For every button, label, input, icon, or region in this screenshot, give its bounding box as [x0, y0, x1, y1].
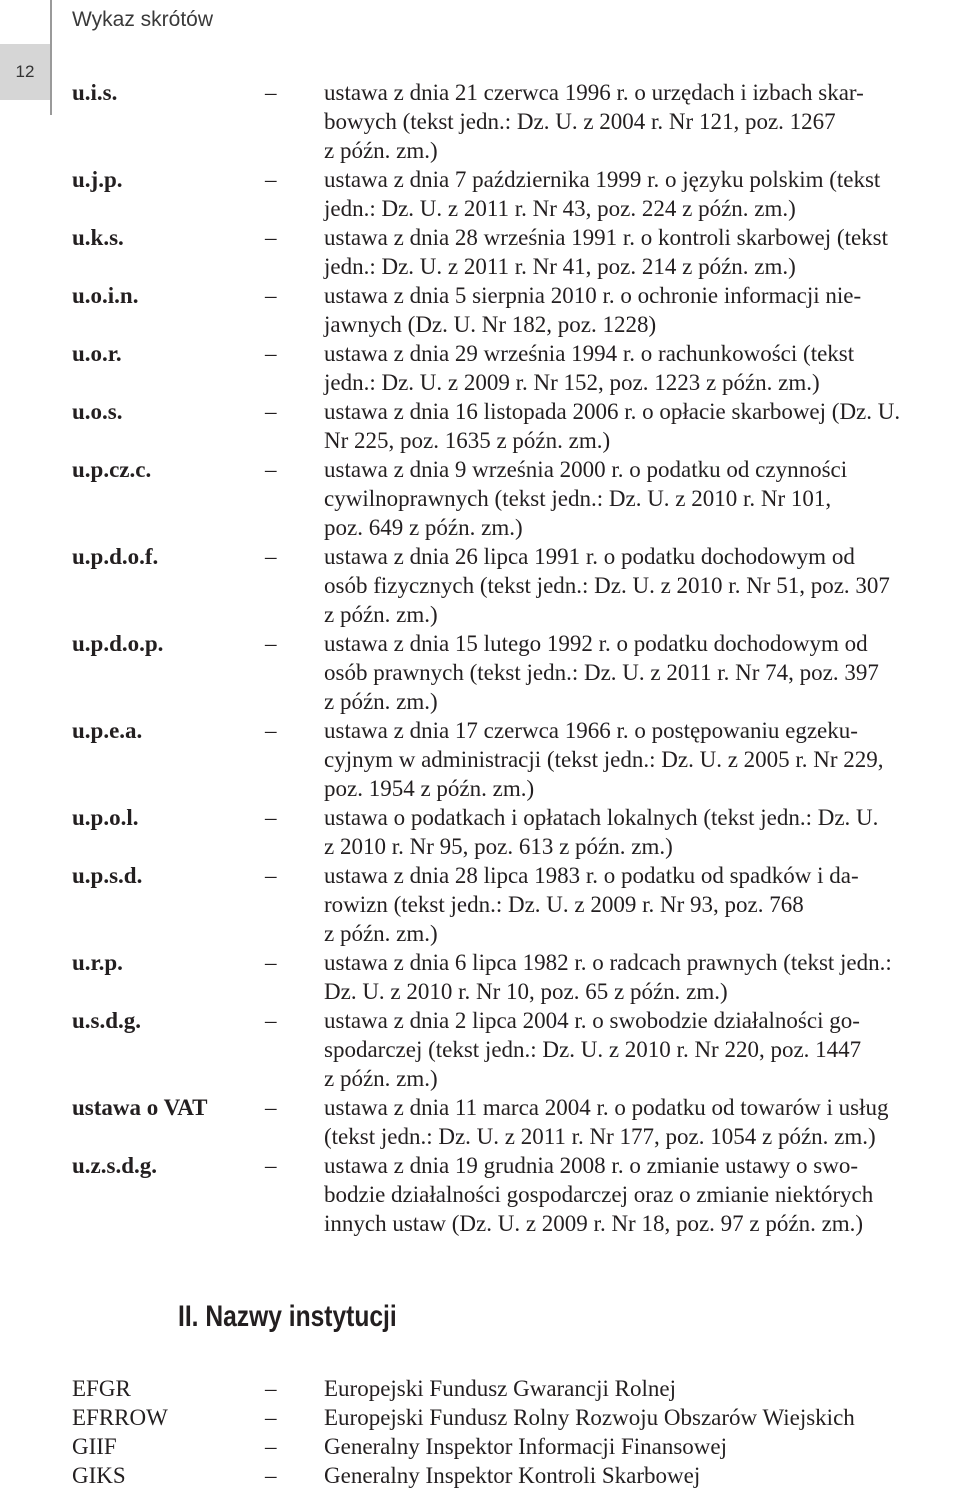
abbreviation-entry [72, 1006, 960, 1093]
abbreviation-term: u.z.s.d.g. [72, 1153, 157, 1178]
definition-line: z późn. zm.) [324, 138, 438, 163]
abbreviation-term: u.p.s.d. [72, 863, 143, 888]
definition-line: osób prawnych (tekst jedn.: Dz. U. z 2011 r. Nr 74, poz. 397 [324, 660, 879, 685]
dash-separator: – [265, 1008, 277, 1033]
abbreviation-term: u.o.r. [72, 341, 122, 366]
abbreviation-term: u.p.o.l. [72, 805, 139, 830]
abbreviation-term: u.k.s. [72, 225, 124, 250]
dash-separator: – [265, 631, 277, 656]
definition-line: z późn. zm.) [324, 602, 438, 627]
dash-separator: – [265, 1153, 277, 1178]
section-heading: II. Nazwy instytucji [178, 1300, 397, 1333]
abbreviation-term: u.p.d.o.p. [72, 631, 164, 656]
definition-line: ustawa z dnia 7 października 1999 r. o języku polskim (tekst [324, 167, 881, 192]
abbreviation-term: u.p.e.a. [72, 718, 143, 743]
institution-entry [72, 1432, 960, 1461]
abbreviation-definition [324, 1374, 956, 1403]
dash-separator: – [265, 1463, 277, 1488]
abbreviation-definition [324, 455, 956, 542]
dash-separator: – [265, 718, 277, 743]
definition-line: poz. 649 z późn. zm.) [324, 515, 523, 540]
dash-separator: – [265, 544, 277, 569]
dash-separator: – [265, 457, 277, 482]
abbreviation-definition [324, 861, 956, 948]
dash-separator: – [265, 1095, 277, 1120]
dash-separator: – [265, 1405, 277, 1430]
abbreviation-definition [324, 803, 956, 861]
abbreviation-entry [72, 1151, 960, 1238]
abbreviation-entry [72, 948, 960, 1006]
abbreviation-term: u.j.p. [72, 167, 123, 192]
abbreviation-list [72, 78, 960, 1238]
definition-line: ustawa o podatkach i opłatach lokalnych (tekst jedn.: Dz. U. [324, 805, 879, 830]
definition-line: ustawa z dnia 9 września 2000 r. o podatku od czynności [324, 457, 848, 482]
abbreviation-definition [324, 78, 956, 165]
abbreviation-entry [72, 629, 960, 716]
abbreviation-term: u.i.s. [72, 80, 118, 105]
abbreviation-entry [72, 1093, 960, 1151]
abbreviation-term: u.o.s. [72, 399, 123, 424]
definition-line: z późn. zm.) [324, 689, 438, 714]
dash-separator: – [265, 863, 277, 888]
abbreviation-definition [324, 542, 956, 629]
abbreviation-definition [324, 1093, 956, 1151]
definition-line: z późn. zm.) [324, 1066, 438, 1091]
institution-entry [72, 1403, 960, 1432]
dash-separator: – [265, 1434, 277, 1459]
definition-line: jedn.: Dz. U. z 2011 r. Nr 41, poz. 214 z późn. zm.) [324, 254, 796, 279]
dash-separator: – [265, 341, 277, 366]
abbreviation-term: u.r.p. [72, 950, 123, 975]
abbreviation-entry [72, 542, 960, 629]
abbreviation-definition [324, 223, 956, 281]
definition-line: innych ustaw (Dz. U. z 2009 r. Nr 18, poz. 97 z późn. zm.) [324, 1211, 864, 1236]
abbreviation-definition [324, 1151, 956, 1238]
definition-line: Dz. U. z 2010 r. Nr 10, poz. 65 z późn. zm.) [324, 979, 728, 1004]
dash-separator: – [265, 167, 277, 192]
definition-line: bowych (tekst jedn.: Dz. U. z 2004 r. Nr 121, poz. 1267 [324, 109, 836, 134]
definition-line: Generalny Inspektor Informacji Finansowej [324, 1434, 728, 1459]
abbreviation-definition [324, 1403, 956, 1432]
abbreviation-entry [72, 861, 960, 948]
institution-entry [72, 1374, 960, 1403]
abbreviation-definition [324, 1006, 956, 1093]
margin-rule [50, 0, 52, 115]
definition-line: ustawa z dnia 17 czerwca 1966 r. o postępowaniu egzeku- [324, 718, 858, 743]
definition-line: Generalny Inspektor Kontroli Skarbowej [324, 1463, 701, 1488]
definition-line: ustawa z dnia 28 września 1991 r. o kontroli skarbowej (tekst [324, 225, 889, 250]
definition-line: ustawa z dnia 19 grudnia 2008 r. o zmianie ustawy o swo- [324, 1153, 858, 1178]
definition-line: Nr 225, poz. 1635 z późn. zm.) [324, 428, 611, 453]
abbreviation-term: u.s.d.g. [72, 1008, 142, 1033]
abbreviation-entry [72, 165, 960, 223]
definition-line: bodzie działalności gospodarczej oraz o zmianie niektórych [324, 1182, 874, 1207]
abbreviation-entry [72, 223, 960, 281]
definition-line: ustawa z dnia 16 listopada 2006 r. o opłacie skarbowej (Dz. U. [324, 399, 901, 424]
abbreviation-term: EFRROW [72, 1405, 168, 1430]
definition-line: spodarczej (tekst jedn.: Dz. U. z 2010 r. Nr 220, poz. 1447 [324, 1037, 862, 1062]
institution-entry [72, 1461, 960, 1490]
institution-list [72, 1374, 960, 1490]
abbreviation-entry [72, 716, 960, 803]
definition-line: jawnych (Dz. U. Nr 182, poz. 1228) [324, 312, 657, 337]
definition-line: z późn. zm.) [324, 921, 438, 946]
definition-line: cywilnoprawnych (tekst jedn.: Dz. U. z 2010 r. Nr 101, [324, 486, 832, 511]
abbreviation-definition [324, 339, 956, 397]
abbreviation-entry [72, 281, 960, 339]
dash-separator: – [265, 1376, 277, 1401]
abbreviation-term: u.p.cz.c. [72, 457, 152, 482]
definition-line: (tekst jedn.: Dz. U. z 2011 r. Nr 177, poz. 1054 z późn. zm.) [324, 1124, 876, 1149]
definition-line: ustawa z dnia 28 lipca 1983 r. o podatku od spadków i da- [324, 863, 859, 888]
definition-line: ustawa z dnia 15 lutego 1992 r. o podatku dochodowym od [324, 631, 868, 656]
definition-line: Europejski Fundusz Rolny Rozwoju Obszarów Wiejskich [324, 1405, 855, 1430]
abbreviation-term: GIIF [72, 1434, 117, 1459]
abbreviation-term: u.o.i.n. [72, 283, 139, 308]
running-head: Wykaz skrótów [72, 8, 214, 31]
definition-line: ustawa z dnia 29 września 1994 r. o rachunkowości (tekst [324, 341, 855, 366]
abbreviation-entry [72, 339, 960, 397]
abbreviation-definition [324, 397, 956, 455]
abbreviation-definition [324, 629, 956, 716]
definition-line: z 2010 r. Nr 95, poz. 613 z późn. zm.) [324, 834, 673, 859]
dash-separator: – [265, 399, 277, 424]
definition-line: rowizn (tekst jedn.: Dz. U. z 2009 r. Nr 93, poz. 768 [324, 892, 804, 917]
definition-line: ustawa z dnia 21 czerwca 1996 r. o urzędach i izbach skar- [324, 80, 864, 105]
abbreviation-definition [324, 948, 956, 1006]
abbreviation-definition [324, 1432, 956, 1461]
abbreviation-definition [324, 165, 956, 223]
abbreviation-definition [324, 281, 956, 339]
definition-line: Europejski Fundusz Gwarancji Rolnej [324, 1376, 676, 1401]
definition-line: ustawa z dnia 26 lipca 1991 r. o podatku dochodowym od [324, 544, 855, 569]
abbreviation-term: u.p.d.o.f. [72, 544, 159, 569]
definition-line: osób fizycznych (tekst jedn.: Dz. U. z 2010 r. Nr 51, poz. 307 [324, 573, 890, 598]
definition-line: ustawa z dnia 2 lipca 2004 r. o swobodzie działalności go- [324, 1008, 860, 1033]
dash-separator: – [265, 80, 277, 105]
dash-separator: – [265, 805, 277, 830]
definition-line: jedn.: Dz. U. z 2009 r. Nr 152, poz. 1223 z późn. zm.) [324, 370, 820, 395]
abbreviation-term: ustawa o VAT [72, 1095, 208, 1120]
definition-line: ustawa z dnia 6 lipca 1982 r. o radcach prawnych (tekst jedn.: [324, 950, 892, 975]
definition-line: jedn.: Dz. U. z 2011 r. Nr 43, poz. 224 z późn. zm.) [324, 196, 796, 221]
dash-separator: – [265, 950, 277, 975]
definition-line: ustawa z dnia 5 sierpnia 2010 r. o ochronie informacji nie- [324, 283, 862, 308]
abbreviation-definition [324, 1461, 956, 1490]
definition-line: ustawa z dnia 11 marca 2004 r. o podatku od towarów i usług [324, 1095, 889, 1120]
abbreviation-term: GIKS [72, 1463, 126, 1488]
definition-line: poz. 1954 z późn. zm.) [324, 776, 535, 801]
page-number: 12 [0, 44, 50, 100]
definition-line: cyjnym w administracji (tekst jedn.: Dz. U. z 2005 r. Nr 229, [324, 747, 884, 772]
dash-separator: – [265, 225, 277, 250]
abbreviation-entry [72, 455, 960, 542]
abbreviation-entry [72, 803, 960, 861]
abbreviation-term: EFGR [72, 1376, 131, 1401]
abbreviation-entry [72, 78, 960, 165]
dash-separator: – [265, 283, 277, 308]
abbreviation-entry [72, 397, 960, 455]
abbreviation-definition [324, 716, 956, 803]
